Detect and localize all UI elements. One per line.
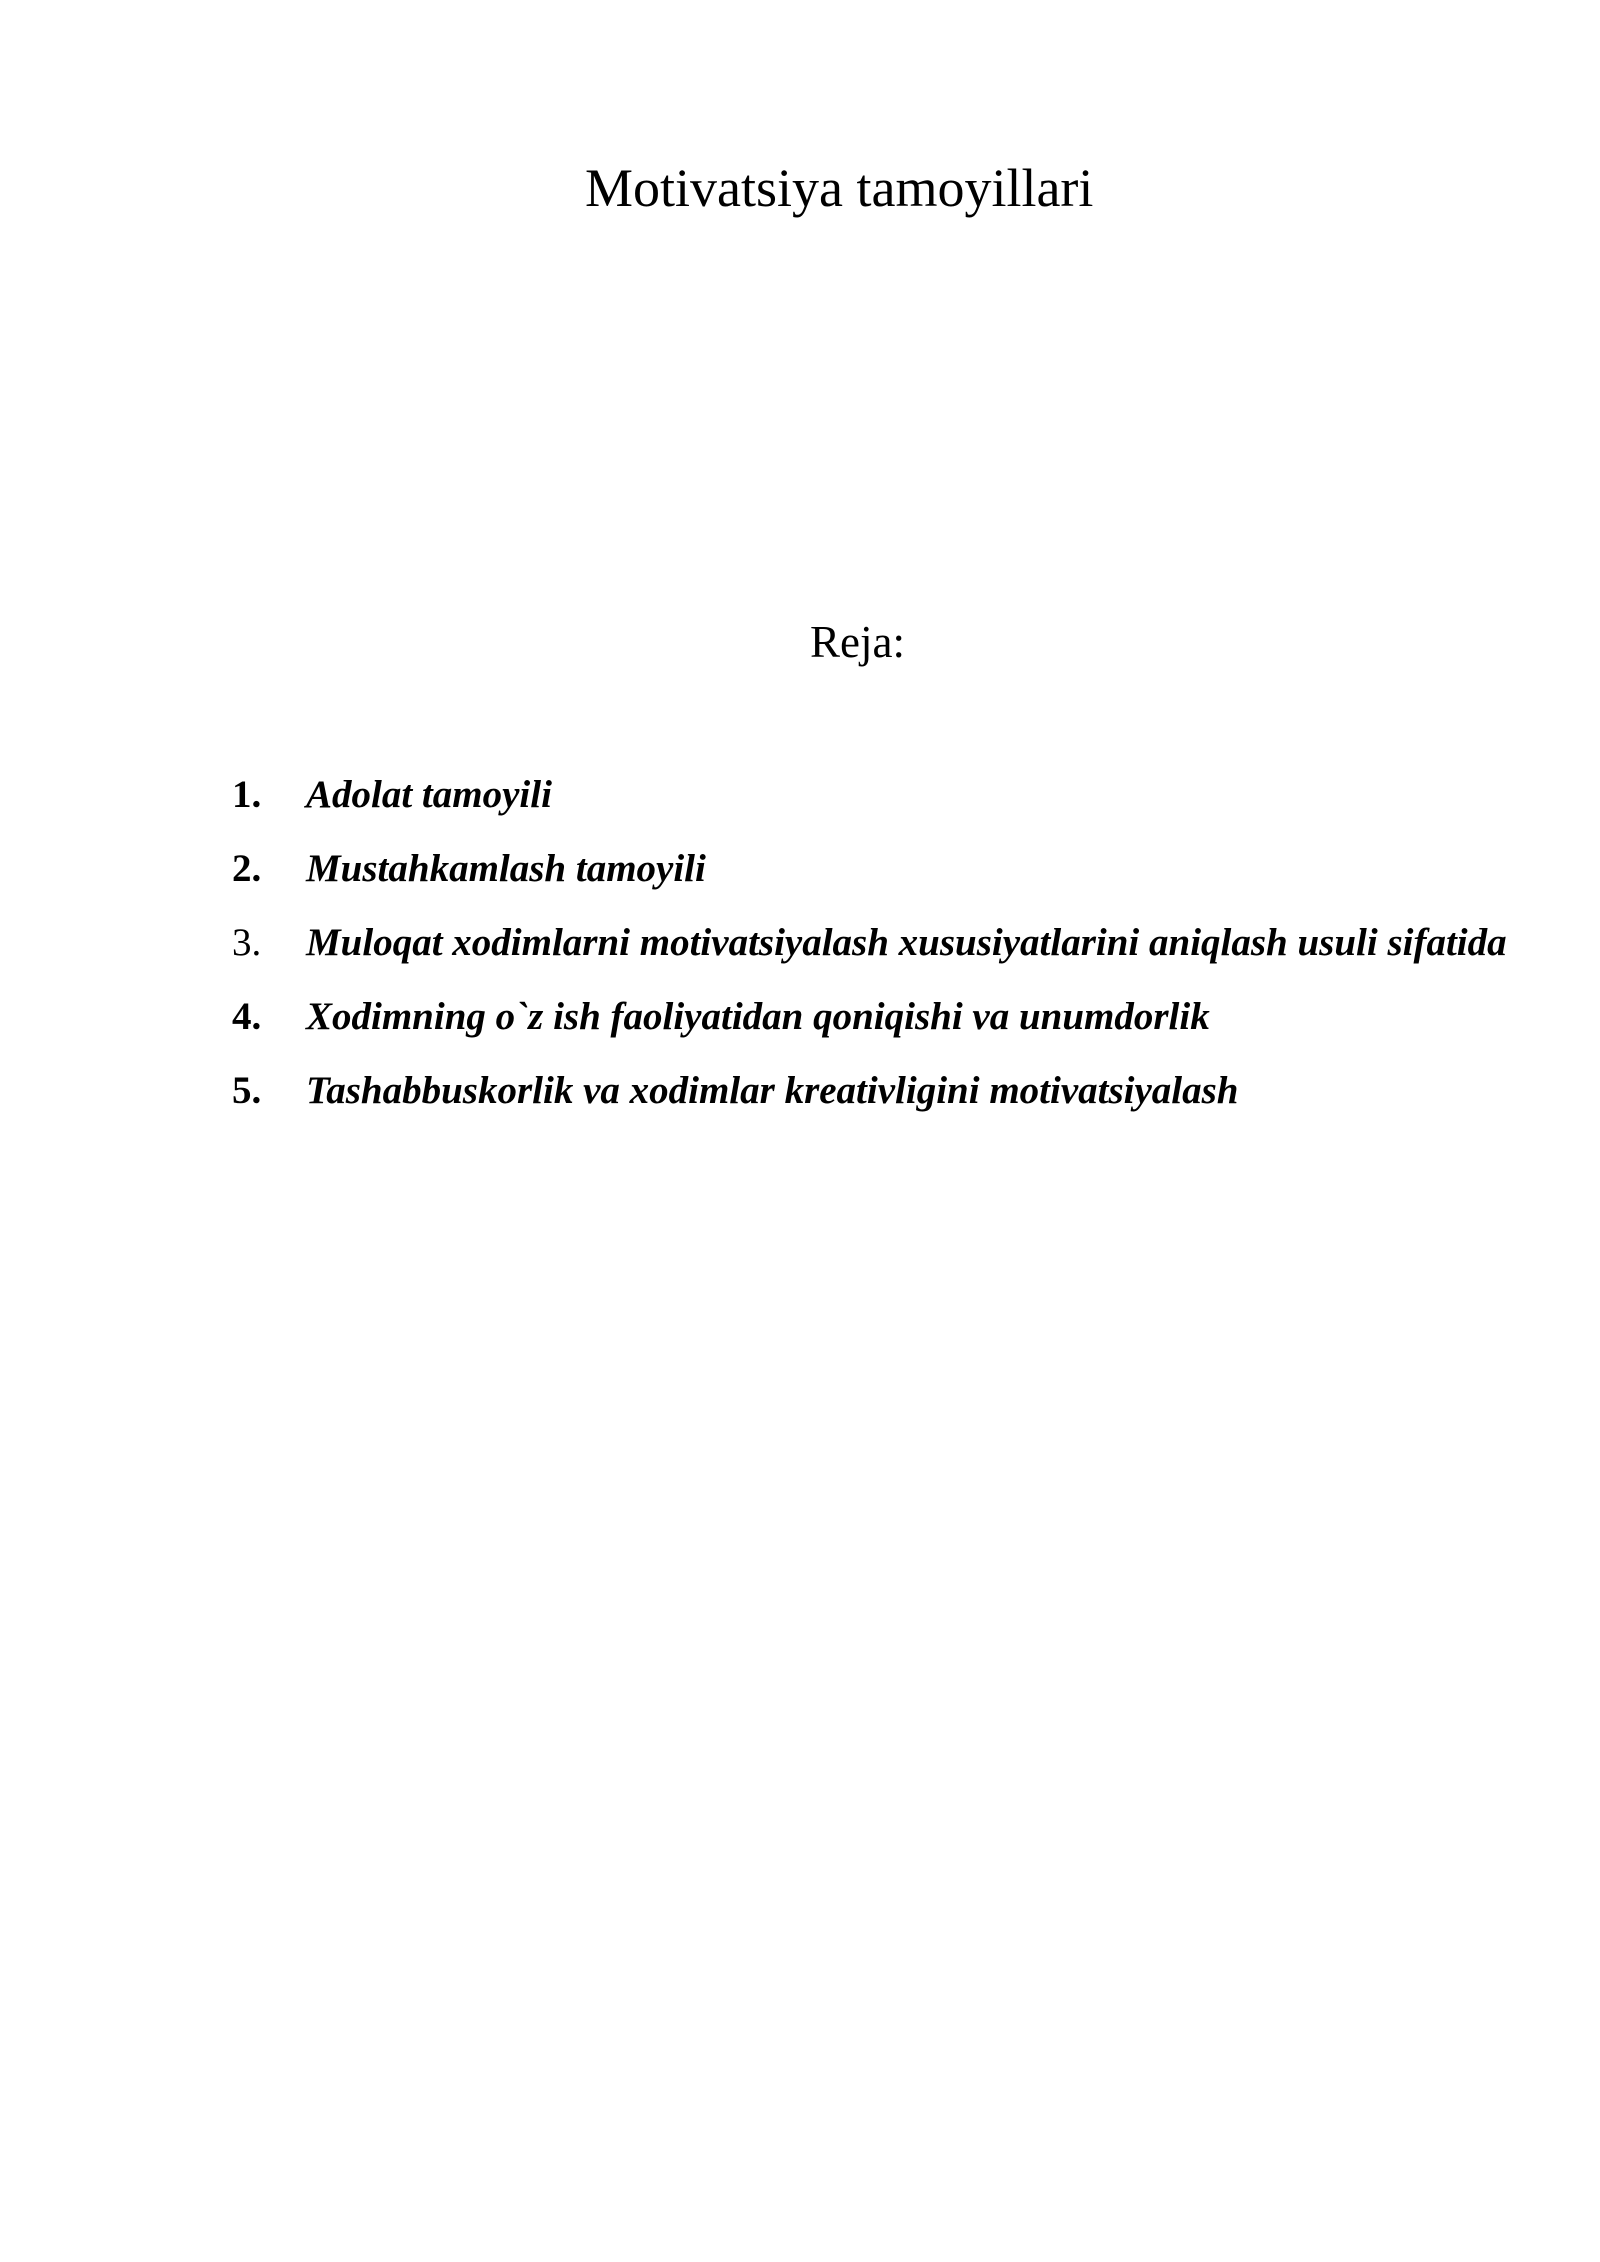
plan-item-1	[232, 758, 1532, 832]
plan-item-number: 3.	[232, 921, 262, 964]
plan-item-text: Xodimning o`z ish faoliyatidan qoniqishi va unumdorlik	[306, 995, 1210, 1038]
document-title: Motivatsiya tamoyillari	[585, 158, 1094, 218]
plan-item-number: 1.	[232, 773, 262, 816]
plan-item-4	[232, 980, 1532, 1054]
plan-item-text: Tashabbuskorlik va xodimlar kreativligini motivatsiyalash	[306, 1069, 1239, 1112]
plan-item-3	[232, 906, 1532, 980]
plan-item-number: 4.	[232, 995, 262, 1038]
plan-item-text: Muloqat xodimlarni motivatsiyalash xususiyatlarini aniqlash usuli sifatida	[306, 921, 1507, 964]
plan-item-2	[232, 832, 1532, 906]
plan-item-5	[232, 1054, 1532, 1128]
plan-heading: Reja:	[810, 617, 905, 667]
plan-item-text: Adolat tamoyili	[306, 773, 552, 816]
plan-item-text: Mustahkamlash tamoyili	[306, 847, 706, 890]
plan-item-number: 2.	[232, 847, 262, 890]
plan-item-number: 5.	[232, 1069, 262, 1112]
plan-list	[232, 758, 1532, 1128]
